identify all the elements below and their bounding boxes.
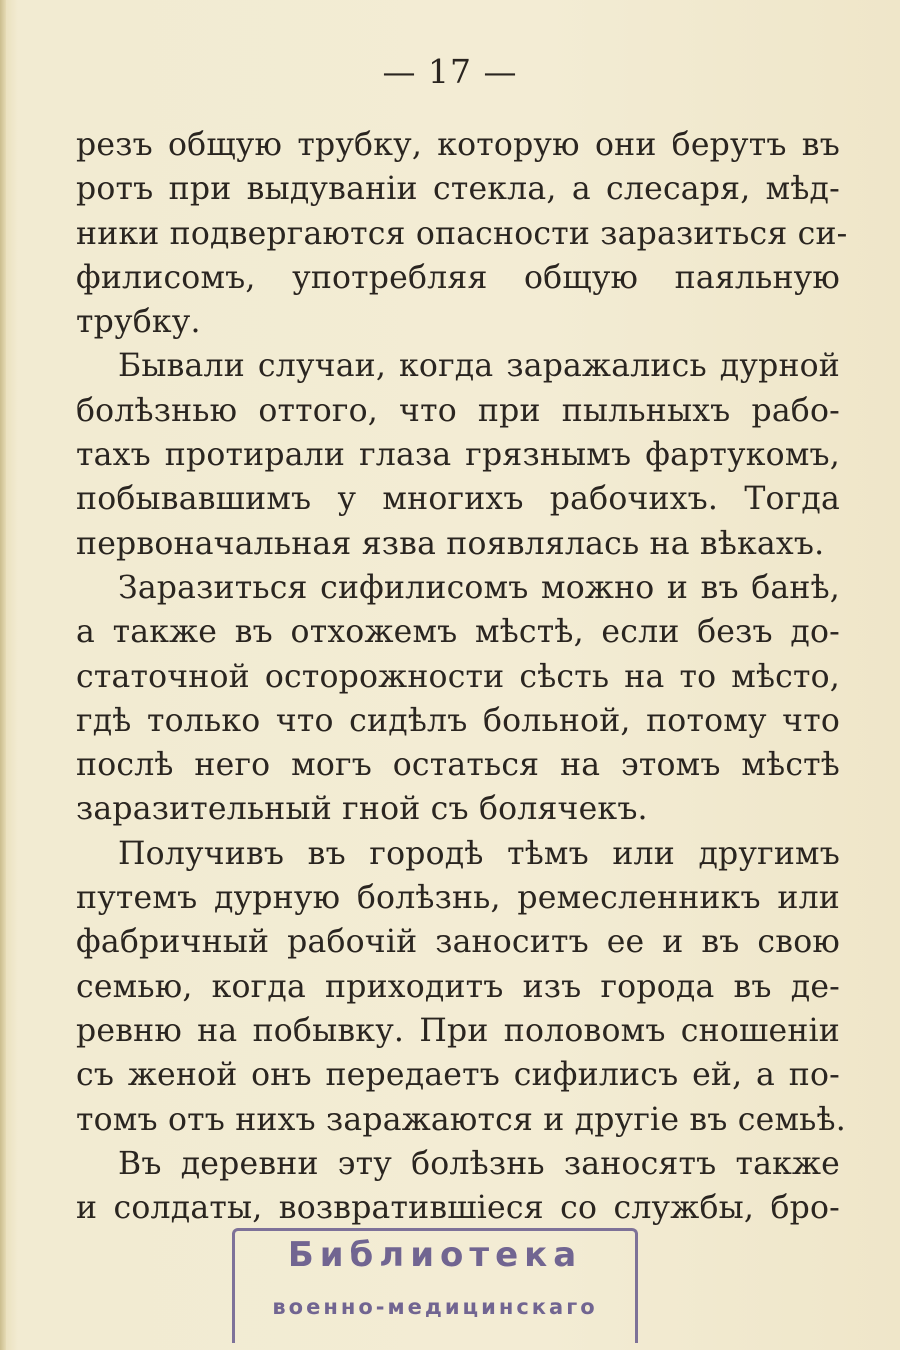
page-binding-edge	[0, 0, 6, 1350]
text-line: путемъ дурную болѣзнь, ремесленникъ или	[76, 880, 840, 917]
text-line: ревню на побывку. При половомъ сношенiи	[76, 1012, 840, 1049]
text-line: и солдаты, возвратившiеся со службы, бро-	[76, 1190, 840, 1227]
text-line: семью, когда приходитъ изъ города въ де-	[76, 968, 840, 1005]
text-line: фабричный рабочiй заноситъ ее и въ свою	[76, 924, 840, 961]
text-line: филисомъ, употребляя общую паяльную	[76, 259, 840, 296]
text-line: съ женой онъ передаетъ сифилисъ ей, а по-	[76, 1057, 840, 1094]
text-line: статочной осторожности сѣсть на то мѣсто,	[76, 658, 840, 695]
stamp-title: Библиотека	[287, 1235, 583, 1275]
text-line: а также въ отхожемъ мѣстѣ, если безъ до-	[76, 614, 840, 651]
text-line: первоначальная язва появлялась на вѣкахъ.	[76, 525, 825, 562]
page-number: — 17 —	[382, 52, 518, 91]
text-line: томъ отъ нихъ заражаются и другiе въ семьѣ.	[76, 1101, 846, 1138]
paragraph-start-line: Заразиться сифилисомъ можно и въ банѣ,	[118, 569, 840, 606]
paragraph-start-line: Бывали случаи, когда заражались дурной	[118, 348, 840, 385]
text-line: тахъ протирали глаза грязнымъ фартукомъ,	[76, 437, 840, 474]
text-line: резъ общую трубку, которую они берутъ въ	[76, 127, 840, 163]
body-text	[76, 123, 848, 1230]
stamp-subtitle: военно-медицинскаго	[272, 1295, 598, 1319]
text-line: болѣзнью оттого, что при пыльныхъ рабо-	[76, 392, 840, 429]
text-line: послѣ него могъ остаться на этомъ мѣстѣ	[76, 747, 840, 784]
text-line: ники подвергаются опасности заразиться си-	[76, 215, 848, 252]
library-stamp	[232, 1228, 638, 1343]
text-line: трубку.	[76, 304, 201, 341]
text-line: гдѣ только что сидѣлъ больной, потому что	[76, 702, 840, 739]
paragraph-start-line: Получивъ въ городѣ тѣмъ или другимъ	[118, 835, 840, 872]
text-line: ротъ при выдуванiи стекла, а слесаря, мѣд-	[76, 171, 840, 208]
text-line: заразительный гной съ болячекъ.	[76, 791, 648, 828]
paragraph-start-line: Въ деревни эту болѣзнь заносятъ также	[118, 1145, 840, 1182]
text-line: побывавшимъ у многихъ рабочихъ. Тогда	[76, 481, 840, 518]
